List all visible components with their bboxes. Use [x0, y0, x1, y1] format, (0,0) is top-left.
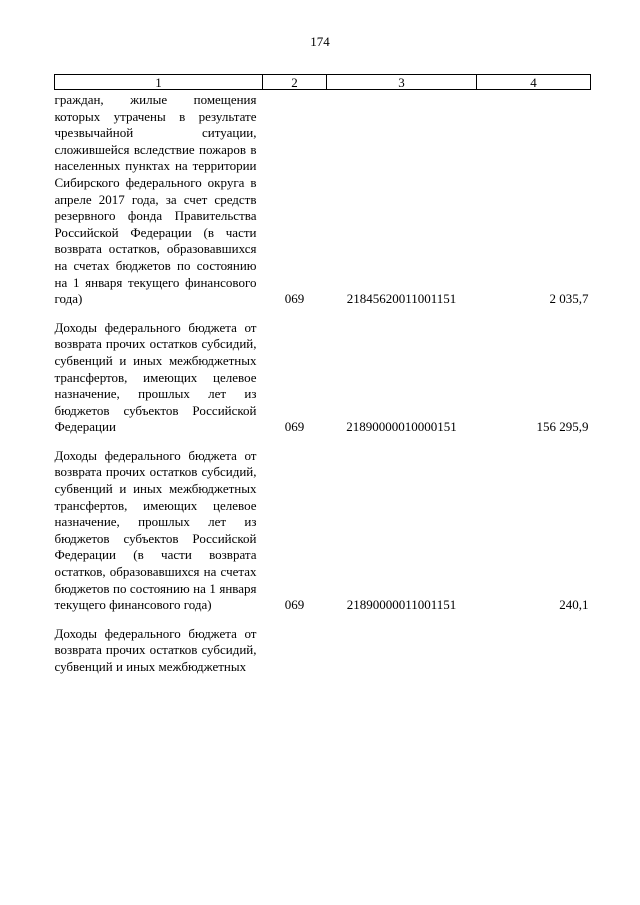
table-row — [55, 90, 591, 308]
row-amount: 2 035,7 — [549, 291, 589, 307]
row-spacer — [55, 436, 591, 448]
row-description: граждан, жилые помещения которых утрачены в результате чрезвычайной ситуации, сложившейся вследствие пожаров в населенных пунктах на территории Сибирского федерального округа в апреле 2017 года, за счет средств резервного фонда Правительства Российской Федерации (в части возврата остатков, образовавшихся на счетах бюджетов по состоянию на 1 января текущего финансового года) — [54, 92, 257, 307]
row-kbk-code: 21890000010000151 — [346, 419, 457, 435]
row-description: Доходы федерального бюджета от возврата прочих остатков субсидий, субвенций и иных межбюджетных — [54, 625, 257, 674]
table-header — [55, 75, 591, 90]
row-description: Доходы федерального бюджета от возврата прочих остатков субсидий, субвенций и иных межбюджетных трансфертов, имеющих целевое назначение, прошлых лет из бюджетов субъектов Российской Федерации (в части возврата остатков, образовавшихся на счетах бюджетов по состоянию на 1 января текущего финансового года) — [54, 447, 257, 613]
header-row — [55, 75, 591, 90]
row-admin-code: 069 — [284, 419, 305, 435]
row-admin-code: 069 — [284, 597, 305, 613]
row-admin-code — [263, 626, 327, 676]
row-amount: 156 295,9 — [536, 419, 589, 435]
page-number: 174 — [310, 34, 330, 49]
column-header-2: 2 — [263, 75, 327, 90]
table-body — [55, 90, 591, 676]
row-kbk-code — [327, 626, 477, 676]
row-spacer — [55, 308, 591, 320]
row-kbk-code: 21890000011001151 — [346, 597, 457, 613]
table-row — [55, 320, 591, 436]
row-amount: 240,1 — [559, 597, 589, 613]
row-amount — [477, 626, 591, 676]
row-admin-code: 069 — [284, 291, 305, 307]
revenue-table — [54, 74, 591, 676]
column-header-4: 4 — [477, 75, 591, 90]
table-row — [55, 626, 591, 676]
row-spacer — [55, 614, 591, 626]
table-row — [55, 448, 591, 614]
column-header-3: 3 — [327, 75, 477, 90]
row-description: Доходы федерального бюджета от возврата прочих остатков субсидий, субвенций и иных межбюджетных трансфертов, имеющих целевое назначение, прошлых лет из бюджетов субъектов Российской Федерации — [54, 319, 257, 435]
row-kbk-code: 21845620011001151 — [346, 291, 457, 307]
column-header-1: 1 — [55, 75, 263, 90]
